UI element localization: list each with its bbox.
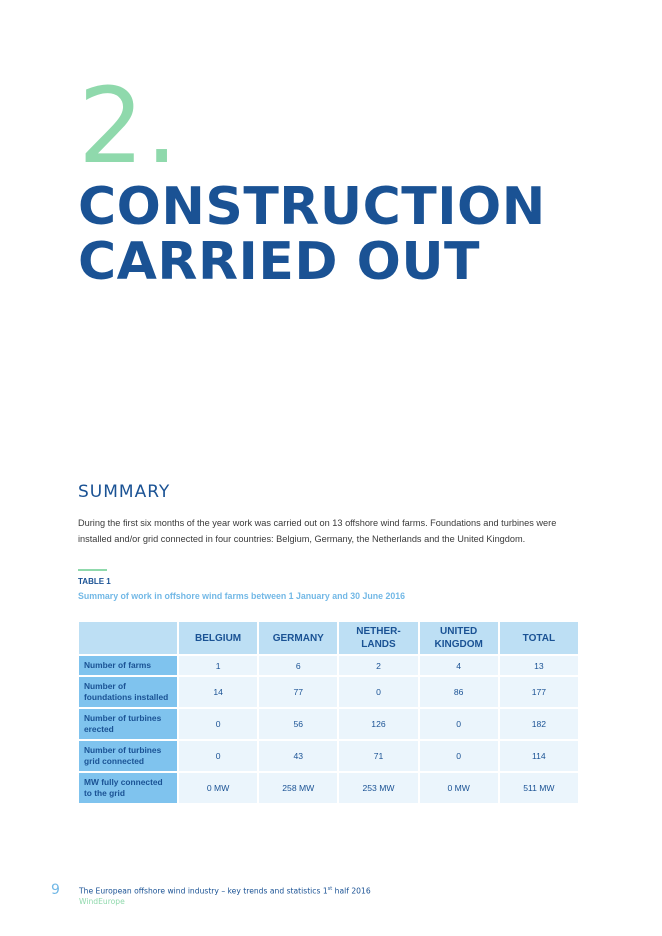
summary-table — [77, 620, 580, 805]
table-cell: 126 — [339, 709, 417, 739]
table-cell: 1 — [179, 656, 257, 675]
table-cell: 71 — [339, 741, 417, 771]
column-header-belgium — [179, 622, 257, 654]
table-header-row — [79, 622, 578, 654]
chapter-title-line-1: CONSTRUCTION — [78, 177, 546, 237]
row-header: Number of turbines grid connected — [79, 741, 177, 771]
column-header-label: UNITED KINGDOM — [434, 626, 483, 650]
row-header: Number of turbines erected — [79, 709, 177, 739]
table-cell: 2 — [339, 656, 417, 675]
row-header: Number of farms — [79, 656, 177, 675]
table-cell: 56 — [259, 709, 337, 739]
table-cell: 0 — [339, 677, 417, 707]
table-cell: 0 — [420, 741, 498, 771]
table-cell: 0 — [179, 709, 257, 739]
table-cell: 43 — [259, 741, 337, 771]
table-cell: 6 — [259, 656, 337, 675]
table-cell: 0 — [179, 741, 257, 771]
table-cell: 0 MW — [420, 773, 498, 803]
table-cell: 511 MW — [500, 773, 578, 803]
column-header-label: GERMANY — [272, 632, 324, 644]
table-cell: 258 MW — [259, 773, 337, 803]
column-header-label: NETHER- LANDS — [356, 626, 401, 650]
column-header-germany — [259, 622, 337, 654]
summary-paragraph: During the first six months of the year work was carried out on 13 offshore wind farms. Foundations and turbines were installed and/or grid connected in four countries: Belgium, Germany, the Netherlands and the United Kingdom. — [78, 518, 557, 544]
table-cell: 253 MW — [339, 773, 417, 803]
row-header: Number of foundations installed — [79, 677, 177, 707]
table-cell: 77 — [259, 677, 337, 707]
table-row — [79, 773, 578, 803]
table-row — [79, 677, 578, 707]
table-row — [79, 656, 578, 675]
table-cell: 14 — [179, 677, 257, 707]
table-cell: 182 — [500, 709, 578, 739]
table-caption: Summary of work in offshore wind farms between 1 January and 30 June 2016 — [78, 591, 406, 601]
table-cell: 177 — [500, 677, 578, 707]
page-number: 9 — [51, 882, 60, 898]
table-cell: 114 — [500, 741, 578, 771]
table-cell: 4 — [420, 656, 498, 675]
table-cell: 86 — [420, 677, 498, 707]
table-row — [79, 741, 578, 771]
table-corner-cell — [79, 622, 177, 654]
footer-organisation: WindEurope — [79, 897, 125, 906]
table-label: TABLE 1 — [78, 577, 111, 586]
table-cell: 0 MW — [179, 773, 257, 803]
table-cell: 13 — [500, 656, 578, 675]
summary-heading: SUMMARY — [78, 482, 171, 502]
footer-title-superscript: st — [327, 886, 333, 892]
chapter-number: 2. — [78, 65, 180, 187]
table-cell: 0 — [420, 709, 498, 739]
footer-title-main: The European offshore wind industry – key trends and statistics 1 — [79, 886, 328, 896]
table-accent-rule — [78, 569, 107, 571]
chapter-title — [78, 177, 546, 292]
table-row — [79, 709, 578, 739]
footer-title-tail: half 2016 — [332, 886, 371, 896]
chapter-title-line-2: CARRIED OUT — [78, 232, 481, 292]
column-header-netherlands — [339, 622, 417, 654]
footer-document-title — [79, 886, 371, 896]
column-header-label: BELGIUM — [195, 632, 242, 644]
column-header-total — [500, 622, 578, 654]
row-header: MW fully connected to the grid — [79, 773, 177, 803]
column-header-united-kingdom — [420, 622, 498, 654]
column-header-label: TOTAL — [522, 632, 556, 644]
